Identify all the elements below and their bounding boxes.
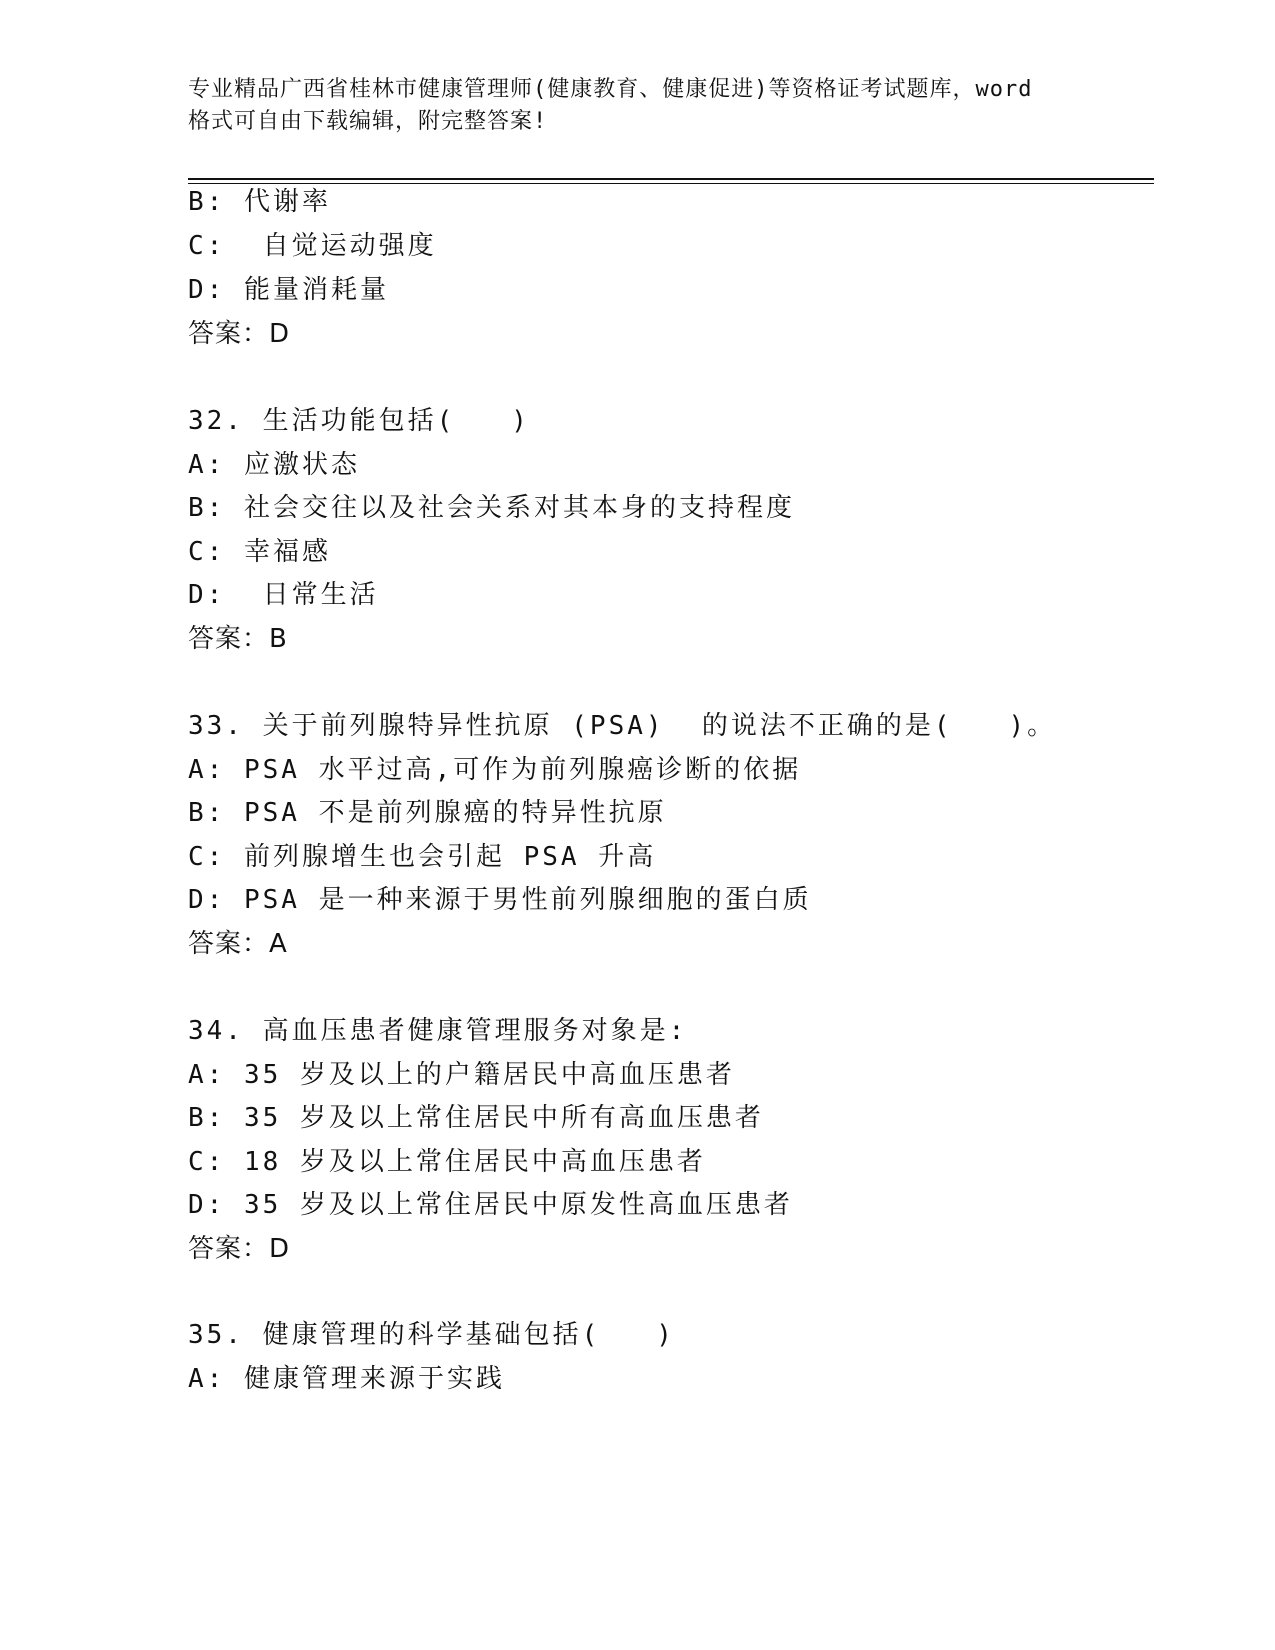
option-a-q34: A: 35 岁及以上的户籍居民中高血压患者 xyxy=(188,1060,735,1090)
option-b-q33: B: PSA 不是前列腺癌的特异性抗原 xyxy=(188,798,667,828)
option-b-q34: B: 35 岁及以上常住居民中所有高血压患者 xyxy=(188,1103,764,1133)
option-d-q34: D: 35 岁及以上常住居民中原发性高血压患者 xyxy=(188,1190,793,1220)
question-34: 34. 高血压患者健康管理服务对象是: xyxy=(188,1016,688,1046)
question-35: 35. 健康管理的科学基础包括( ) xyxy=(188,1320,675,1350)
option-c-q34: C: 18 岁及以上常住居民中高血压患者 xyxy=(188,1147,706,1177)
answer-q32: 答案：B xyxy=(188,624,288,654)
option-b-q31: B: 代谢率 xyxy=(188,187,331,217)
answer-q34: 答案：D xyxy=(188,1234,291,1264)
question-32: 32. 生活功能包括( ) xyxy=(188,406,530,436)
answer-q31: 答案：D xyxy=(188,319,291,349)
header-divider-thin xyxy=(188,183,1154,184)
option-a-q33: A: PSA 水平过高,可作为前列腺癌诊断的依据 xyxy=(188,755,802,785)
option-d-q32: D: 日常生活 xyxy=(188,580,379,610)
option-c-q33: C: 前列腺增生也会引起 PSA 升高 xyxy=(188,842,657,872)
answer-q33: 答案：A xyxy=(188,929,288,959)
option-a-q35: A: 健康管理来源于实践 xyxy=(188,1364,505,1394)
header-title-line-2: 格式可自由下载编辑，附完整答案! xyxy=(188,109,548,134)
option-c-q31: C: 自觉运动强度 xyxy=(188,231,437,261)
option-b-q32: B: 社会交往以及社会关系对其本身的支持程度 xyxy=(188,493,795,523)
question-33: 33. 关于前列腺特异性抗原 (PSA) 的说法不正确的是( )。 xyxy=(188,711,1057,741)
header-divider-thick xyxy=(188,178,1154,180)
option-d-q31: D: 能量消耗量 xyxy=(188,275,389,305)
header-title-line-1: 专业精品广西省桂林市健康管理师(健康教育、健康促进)等资格证考试题库，word xyxy=(188,77,1033,102)
option-a-q32: A: 应激状态 xyxy=(188,450,360,480)
option-c-q32: C: 幸福感 xyxy=(188,537,331,567)
page-header xyxy=(188,74,1148,138)
option-d-q33: D: PSA 是一种来源于男性前列腺细胞的蛋白质 xyxy=(188,885,812,915)
